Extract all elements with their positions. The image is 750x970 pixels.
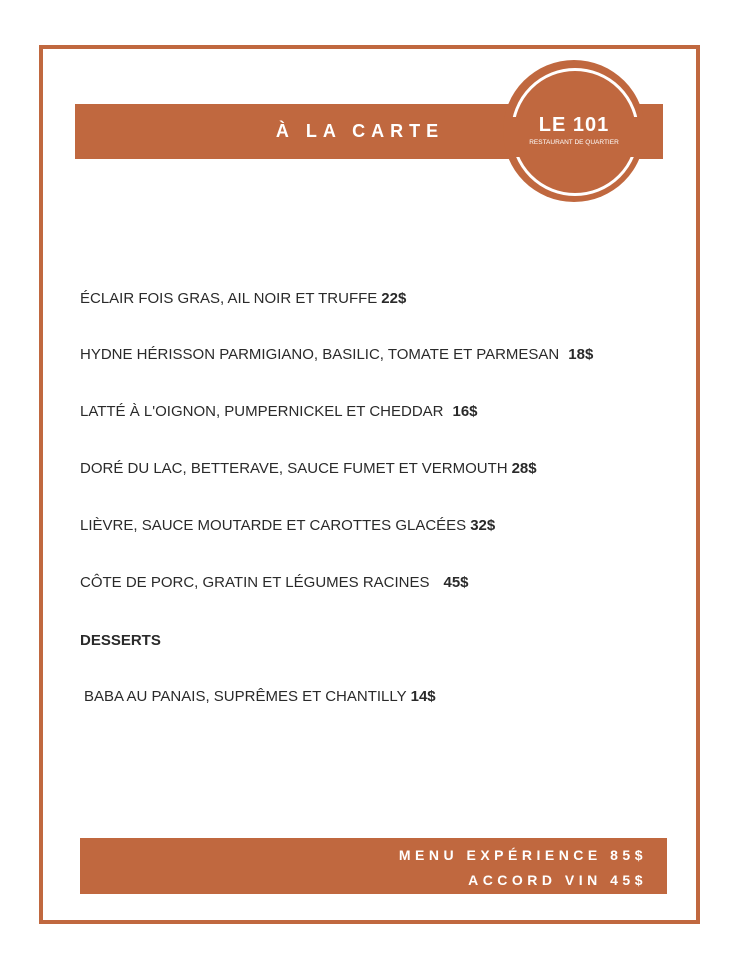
dessert-item: [84, 687, 436, 707]
page-title: À LA CARTE: [275, 121, 445, 141]
menu-item-price: 16$: [452, 403, 478, 420]
menu-item-name: CÔTE DE PORC, GRATIN ET LÉGUMES RACINES: [80, 574, 430, 591]
menu-item-price: 45$: [443, 574, 469, 591]
footer-menu-experience: MENU EXPÉRIENCE 85$: [398, 847, 647, 863]
menu-item-price: 22$: [381, 290, 407, 307]
menu-item-price: 32$: [470, 517, 496, 534]
menu-item-price: 18$: [568, 346, 594, 363]
menu-item-price: 28$: [511, 460, 537, 477]
footer-band: [80, 838, 667, 894]
menu-item-name: LIÈVRE, SAUCE MOUTARDE ET CAROTTES GLACÉES: [80, 517, 467, 534]
menu-item: [80, 459, 537, 479]
dessert-item-name: BABA AU PANAIS, SUPRÊMES ET CHANTILLY: [84, 688, 407, 705]
menu-item: [80, 573, 469, 593]
menu-item: [80, 289, 406, 309]
dessert-item-price: 14$: [410, 688, 436, 705]
menu-item: [80, 402, 478, 422]
footer-wine-pairing: ACCORD VIN 45$: [468, 872, 647, 888]
menu-item: [80, 345, 593, 365]
restaurant-logo: [503, 60, 645, 202]
logo-subtitle: RESTAURANT DE QUARTIER: [529, 139, 619, 146]
menu-item-name: DORÉ DU LAC, BETTERAVE, SAUCE FUMET ET VERMOUTH: [80, 460, 508, 477]
logo-name: LE 101: [538, 114, 610, 136]
menu-item: [80, 516, 495, 536]
desserts-heading: DESSERTS: [80, 632, 161, 649]
menu-item-name: LATTÉ À L'OIGNON, PUMPERNICKEL ET CHEDDAR: [80, 403, 444, 420]
menu-item-name: ÉCLAIR FOIS GRAS, AIL NOIR ET TRUFFE: [80, 290, 378, 307]
menu-item-name: HYDNE HÉRISSON PARMIGIANO, BASILIC, TOMATE ET PARMESAN: [80, 346, 560, 363]
